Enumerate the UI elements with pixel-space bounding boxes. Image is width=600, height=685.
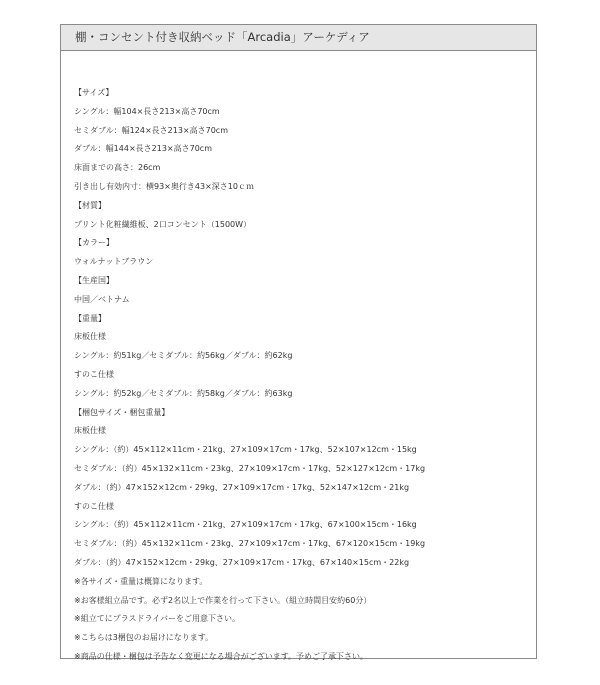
spec-size-single: シングル：幅104×長さ213×高さ70cm bbox=[74, 106, 220, 116]
spec-material: プリント化粧繊維板、2口コンセント（1500W） bbox=[74, 219, 252, 229]
spec-note-changes: ※商品の仕様・梱包は予告なく変更になる場合がございます。予めご了承下さい。 bbox=[74, 651, 369, 661]
spec-package-slatted-label: すのこ仕様 bbox=[74, 501, 114, 511]
spec-size-double: ダブル：幅144×長さ213×高さ70cm bbox=[74, 144, 212, 154]
product-title: 棚・コンセント付き収納ベッド「Arcadia」アーケディア bbox=[61, 25, 536, 51]
spec-floor-height: 床面までの高さ：26cm bbox=[74, 163, 161, 173]
spec-heading-material: 【材質】 bbox=[74, 200, 106, 210]
spec-package-slatted-double: ダブル：（約）47×152×12cm・29kg、27×109×17cm・17kg、67×140×15cm・22kg bbox=[74, 557, 410, 567]
spec-heading-package: 【梱包サイズ・梱包重量】 bbox=[74, 407, 170, 417]
spec-package-floorboard-single: シングル：（約）45×112×11cm・21kg、27×109×17cm・17kg、52×107×12cm・15kg bbox=[74, 445, 417, 455]
spec-heading-color: 【カラー】 bbox=[74, 238, 114, 248]
spec-weight-slatted: シングル：約52kg／セミダブル：約58kg／ダブル：約63kg bbox=[74, 388, 293, 398]
spec-note-approximate: ※各サイズ・重量は概算になります。 bbox=[74, 576, 208, 586]
spec-note-packages: ※こちらは3梱包のお届けになります。 bbox=[74, 633, 214, 643]
spec-size-semidouble: セミダブル：幅124×長さ213×高さ70cm bbox=[74, 125, 228, 135]
spec-color: ウォルナットブラウン bbox=[74, 257, 154, 267]
spec-drawer-inner: 引き出し有効内寸：横93×奥行き43×深さ10ｃｍ bbox=[74, 181, 254, 191]
spec-package-floorboard-semidouble: セミダブル：（約）45×132×11cm・23kg、27×109×17cm・17kg、52×127×12cm・17kg bbox=[74, 463, 426, 473]
spec-package-floorboard-double: ダブル：（約）47×152×12cm・29kg、27×109×17cm・17kg、52×147×12cm・21kg bbox=[74, 482, 410, 492]
spec-package-floorboard-label: 床板仕様 bbox=[74, 426, 106, 436]
spec-package-slatted-semidouble: セミダブル：（約）45×132×11cm・23kg、27×109×17cm・17kg、67×120×15cm・19kg bbox=[74, 539, 426, 549]
product-spec-table bbox=[60, 24, 537, 659]
spec-weight-floorboard: シングル：約51kg／セミダブル：約56kg／ダブル：約62kg bbox=[74, 351, 293, 361]
spec-note-screwdriver: ※組立てにプラスドライバーをご用意下さい。 bbox=[74, 614, 241, 624]
spec-weight-slatted-label: すのこ仕様 bbox=[74, 369, 114, 379]
spec-weight-floorboard-label: 床板仕様 bbox=[74, 332, 106, 342]
spec-heading-origin: 【生産国】 bbox=[74, 275, 114, 285]
spec-note-assembly: ※お客様組立品です。必ず2名以上で作業を行って下さい。（組立時間目安約60分） bbox=[74, 595, 372, 605]
spec-body bbox=[61, 51, 536, 667]
spec-package-slatted-single: シングル：（約）45×112×11cm・21kg、27×109×17cm・17kg、67×100×15cm・16kg bbox=[74, 520, 417, 530]
spec-heading-weight: 【重量】 bbox=[74, 313, 106, 323]
spec-origin: 中国／ベトナム bbox=[74, 294, 130, 304]
spec-heading-size: 【サイズ】 bbox=[74, 88, 114, 97]
